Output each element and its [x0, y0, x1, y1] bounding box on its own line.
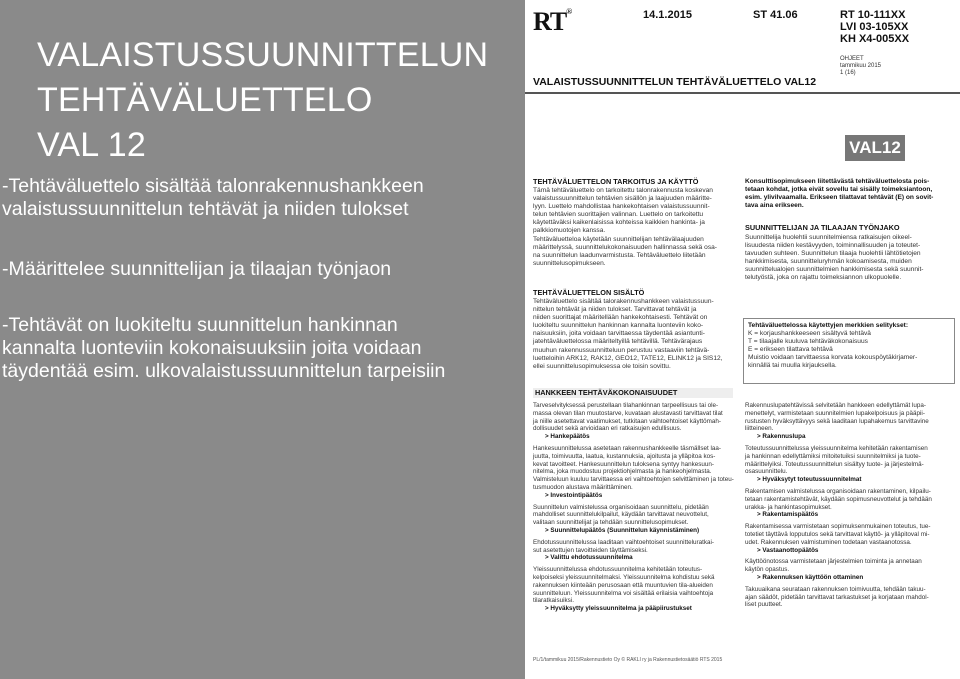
phase-block: Toteutussuunnittelussa yleissuunnitelma kehitetään rakentamisen ja hankinnan edellyttämiksi mitoitetuiksi suunnitelmiksi ja tuote- määrittelyiksi. Toteutussuunnittelun sisältyy tuote- ja järjestelmä- osasuunnittelu. > Hyväksytyt toteutussuunnitelmat	[745, 444, 928, 484]
phase-block: Hankesuunnittelussa asetetaan rakennushankkeelle täsmällset laa- juutta, toimivuutta, laatua, kustannuksia, ajoitusta ja ylläpitoa kos- kevat tavoitteet. Hankesuunnittelun tuloksena syntyy hankesuun- nitelma, joka muodostuu projektiohjelmasta ja hankeohjelmasta. Valmisteluun kuuluu tarvittaessa eri vaihtoehtojen selvittäminen ja toteu- tusmuodon alustava määrittäminen. > Investointipäätös	[533, 444, 734, 499]
doc-title: VALAISTUSSUUNNITTELUN TEHTÄVÄLUETTELO VAL12	[533, 76, 817, 88]
division-text: Suunnittelija huolehtii suunnitelmiensa ratkaisujen oikeel- lisuudesta niiden kestävyyden, toiminnallisuuden ja toteutet- tavuuden suhteen. Suunnittelun tilaaja huolehtii lähtötietojen hankkimisesta, suunnitteluryhmän kokoamisesta, muiden suunnittelualojen suunnittelmien hankkimisesta sekä suunnit- telutyöstä, joka on rajattu toimeksiannon ulkopuolelle.	[745, 234, 924, 282]
phase-block: Ehdotussuunnittelussa laaditaan vaihtoehtoiset suunnitteluratkai- sut asetettujen tavoitteiden täyttämiseksi. > Valittu ehdotussuunnitelma	[533, 538, 714, 562]
title-rule	[525, 92, 960, 94]
bullet-line: kannalta luonteviin kokonaisuuksiin joita voidaan	[2, 337, 422, 359]
bullet-classification	[2, 314, 522, 383]
doc-date: 14.1.2015	[643, 9, 692, 21]
doc-footer: PL/1/tammikuu 2015/Rakennustieto Oy © RAKLI ry ja Rakennustietosäätiö RTS 2015	[533, 657, 723, 663]
st-code: ST 41.06	[753, 9, 798, 21]
slide-title	[37, 33, 488, 168]
title-line: VAL 12	[37, 126, 146, 164]
bullet-line: valaistussuunnittelun tehtävät ja niiden tulokset	[2, 198, 409, 220]
bullet-line: täydentää esim. ulkovalaistussuunnittelun tarpeisiin	[2, 360, 446, 382]
phase-block: Käyttöönotossa varmistetaan järjestelmien toiminta ja annetaan käytön opastus. > Rakennuksen käyttöön ottaminen	[745, 558, 922, 581]
bullet-contents	[2, 175, 522, 221]
bullet-division	[2, 258, 522, 281]
phase-block: Tarveselvityksessä perustellaan tilahankinnan tarpeellisuus tai ole- massa olevan tilan muutostarve, kuvataan alustavasti tarvittavat tilat ja niille asetettavat vaatimukset, tutkitaan vaihtoehtoiset käyttömah- dollisuudet sekä arvioidaan eri ratkaisujen edullisuus. > Hankepäätös	[533, 402, 723, 441]
rt-logo: RT®	[533, 7, 572, 36]
phases-right-column	[745, 402, 955, 609]
phase-block: Rakentamisen valmistelussa organisoidaan rakentaminen, kilpailu- tetaan rakentamistehtävät, käydään sopimusneuvottelut ja tehdään urakka- ja hankintasopimukset. > Rakentamispäätös	[745, 487, 932, 519]
consult-note: Konsulttisopimukseen liitettävästä tehtäväluettelosta pois- tetaan kohdat, jotka eivät sovellu tai sisälly toimeksiantoon, esim. ylivilvaamalla. Erikseen tilattavat tehtävät (E) on sovit- tava aina erikseen.	[745, 178, 934, 210]
doc-meta: OHJEET tammikuu 2015 1 (16)	[840, 56, 882, 76]
phase-block: Takuuaikana seurataan rakennuksen toimivuutta, tehdään takuu- ajan säädöt, pidetään tarvittavat tarkastukset ja korjataan mahdol- liset puutteet.	[745, 585, 929, 609]
content-heading: TEHTÄVÄLUETTELON SISÄLTÖ	[533, 288, 645, 297]
document-page	[525, 0, 960, 679]
doc-codes: RT 10-111XX LVI 03-105XX KH X4-005XX	[840, 9, 910, 45]
val12-badge: VAL12	[845, 135, 905, 161]
bullet-line: -Tehtäväluettelo sisältää talonrakennushankkeen	[2, 175, 424, 197]
purpose-heading: TEHTÄVÄLUETTELON TARKOITUS JA KÄYTTÖ	[533, 177, 699, 186]
phase-block: Yleissuunnittelussa ehdotussuunnitelma kehitetään toteutus- kelpoiseksi yleissuunnitelmaksi. Yleissuunnitelma kohdistuu sekä rakennuksen kiinteään perusosaan että muuntuvien tila-alueiden suunnitteluun. Yleissuunnitelma voi sisältää erilaisia vaihtoehtoja tilaratkaisuiksi. > Hyväksytty yleissuunnitelma ja pääpiirustukset	[533, 566, 715, 613]
phase-block: Rakennuslupatehtävissä selvitetään hankkeen edellyttämät lupa- menettelyt, varmistetaan suunnitelmien lupakelpoisuus ja pääpii- rustusten hyväksyttävyys sekä laaditaan lupahakemus tarvittavine liitteineen. > Rakennuslupa	[745, 402, 929, 441]
title-line: VALAISTUSSUUNNITTELUN	[37, 36, 489, 74]
phase-block: Suunnittelun valmistelussa organisoidaan suunnittelu, pidetään mahdolliset suunnittelukilpailut, käydään tarvittavat neuvottelut, valitaan suunnittelijat ja tehdään suunnittelusopimukset. > Suunnittelupäätös (Suunnittelun käynnistäminen)	[533, 503, 709, 534]
purpose-text: Tämä tehtäväluettelo on tarkoitettu talonrakennusta koskevan valaistussuunnittelun tehtävien sisällön ja laajuuden määritte- lyyn. Luettelo mahdollistaa hankekohtaisen valaistussuunnit- telun tehtävien suorittajien valinnan. Luettelo on tarkoitettu käytettäväksi kaikenlaisissa kohteissa kaikkien hankinta- ja palkkiomuotojen kanssa. Tehtäväluetteloa käytetään suunnittelijan tehtävälaajuuden määrittelyssä, suunnittelukokonaisuuden hallinnassa sekä osa- na suunnittelun laadunvarmistusta. Tehtäväluettelo liitetään suunnittelusopimukseen.	[533, 187, 718, 267]
legend-box: Tehtäväluettelossa käytettyjen merkkien selitykset: K = korjaushankkeeseen sisältyvä tehtävä T = tilaajalle kuuluva tehtäväkokonaisuus E = erikseen tilattava tehtävä Muistio voidaan tarvittaessa korvata kokouspöytäkirjamer- kinnällä tai muulla kirjauksella.	[743, 318, 955, 384]
division-heading: SUUNNITTELIJAN JA TILAAJAN TYÖNJAKO	[745, 223, 900, 232]
phases-heading: HANKKEEN TEHTÄVÄKOKONAISUUDET	[533, 388, 733, 398]
bullet-line: -Määrittelee suunnittelijan ja tilaajan työnjaon	[2, 258, 392, 280]
phase-block: Rakentamisessa varmistetaan sopimuksenmukainen toteutus, tue- totetiet täyttävä lopputulos sekä tarvittavat käyttö- ja ylläpitoval mi- udet. Rakennuksen valmistuminen todetaan vastaanotossa. > Vastaanottopäätös	[745, 523, 931, 554]
phases-left-column	[533, 402, 740, 613]
title-line: TEHTÄVÄLUETTELO	[37, 81, 373, 119]
content-text: Tehtäväluettelo sisältää talorakennushankkeen valaistussuun- nittelun tehtävät ja niiden tulokset. Tarvittavat tehtävät ja niiden suorittajat määritellään hankekohtaisesti. Tehtävät on luokiteltu suunnittelun hankinnan kannalta luonteviin koko- naisuuksiin, joita voidaan tarvittaessa täydentää asiantunti- jatehtäväluettelossa määriteltyillä tehtävillä. Tehtävärajaus muuhun rakennussuunnitteluun perustuu vastaaviin tehtävä- luetteloihin ARK12, RAK12, GEO12, TATE12, ELINK12 ja SIS12, ellei suunnittelusopimuksessa ole toisin sovittu.	[533, 298, 723, 370]
bullet-line: -Tehtävät on luokiteltu suunnittelun hankinnan	[2, 314, 398, 336]
